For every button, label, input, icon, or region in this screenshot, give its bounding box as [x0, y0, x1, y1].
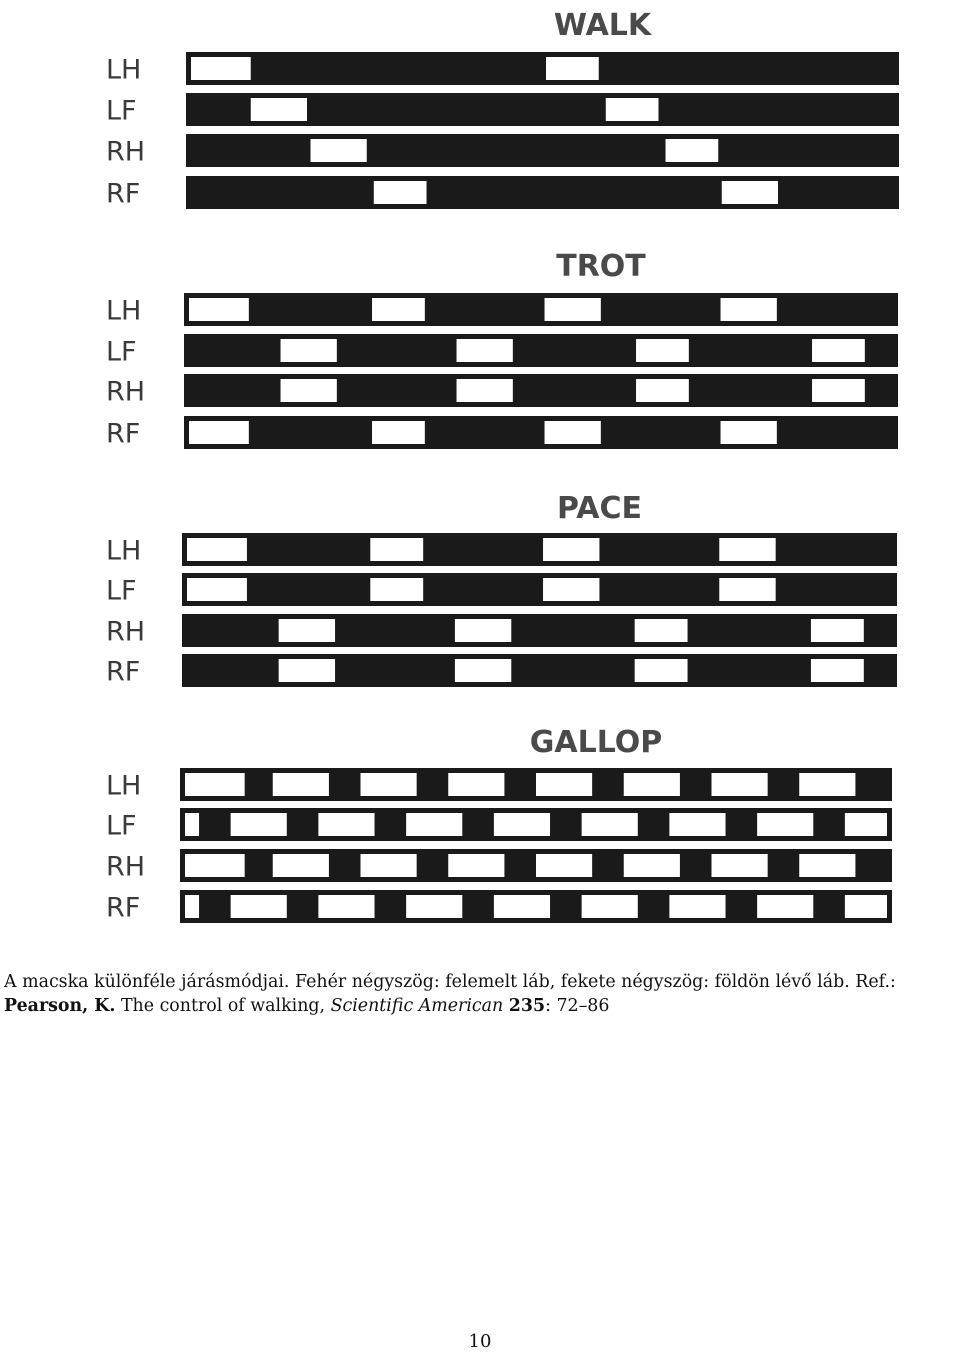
swing-segment — [372, 421, 425, 444]
swing-segment — [669, 813, 725, 836]
leg-label-rh: RH — [106, 376, 146, 408]
swing-segment — [757, 895, 813, 918]
swing-segment — [719, 538, 775, 561]
leg-label-lh: LH — [106, 54, 142, 86]
leg-label-lf: LF — [106, 336, 137, 368]
page-number: 10 — [468, 1331, 492, 1352]
swing-segment — [757, 813, 813, 836]
swing-segment — [361, 854, 417, 877]
swing-segment — [545, 298, 601, 321]
gait-gallop — [106, 725, 892, 924]
stance-bar — [186, 176, 899, 209]
leg-label-rh: RH — [106, 136, 146, 168]
caption-text: A macska különféle járásmódjai. Fehér négyszög: felemelt láb, fekete négyszög: földön lévő láb. Ref.: — [4, 972, 896, 992]
stance-bar — [182, 533, 897, 566]
stance-bar — [186, 134, 899, 167]
leg-label-lh: LH — [106, 770, 142, 802]
swing-segment — [281, 379, 337, 402]
swing-segment — [635, 619, 688, 642]
stance-bar — [184, 293, 898, 326]
swing-segment — [370, 578, 423, 601]
swing-segment — [279, 659, 335, 682]
swing-segment — [279, 619, 335, 642]
swing-segment — [231, 895, 287, 918]
swing-segment — [606, 98, 659, 121]
swing-segment — [543, 538, 599, 561]
caption-volume: 235 — [508, 996, 546, 1016]
swing-segment — [448, 773, 504, 796]
swing-segment — [812, 339, 865, 362]
swing-segment — [231, 813, 287, 836]
gait-walk — [106, 8, 899, 210]
leg-label-lh: LH — [106, 535, 142, 567]
leg-label-lh: LH — [106, 295, 142, 327]
stance-bar — [182, 573, 897, 606]
swing-segment — [712, 854, 768, 877]
leg-label-rf: RF — [106, 418, 141, 450]
caption-author: Pearson, K. — [4, 996, 116, 1016]
gait-title: PACE — [557, 491, 642, 526]
leg-label-rf: RF — [106, 178, 141, 210]
leg-label-rh: RH — [106, 616, 146, 648]
swing-segment — [721, 298, 777, 321]
swing-segment — [311, 139, 367, 162]
swing-segment — [361, 773, 417, 796]
swing-segment — [666, 139, 719, 162]
swing-segment — [545, 421, 601, 444]
swing-segment — [455, 619, 511, 642]
swing-segment — [635, 659, 688, 682]
gait-title: TROT — [556, 249, 646, 284]
swing-segment — [582, 813, 638, 836]
swing-segment — [251, 98, 307, 121]
figure-caption — [4, 970, 954, 1018]
swing-segment — [281, 339, 337, 362]
caption-journal: Scientific American — [330, 996, 504, 1016]
swing-segment — [799, 773, 855, 796]
caption-pages: : 72–86 — [545, 996, 610, 1016]
stance-bar — [186, 52, 899, 85]
gait-trot — [106, 249, 898, 450]
swing-segment — [624, 773, 680, 796]
swing-segment — [448, 854, 504, 877]
swing-segment — [372, 298, 425, 321]
swing-segment — [536, 854, 592, 877]
swing-segment — [189, 298, 249, 321]
swing-segment — [494, 813, 550, 836]
swing-segment — [185, 854, 245, 877]
swing-segment — [273, 854, 329, 877]
leg-label-lf: LF — [106, 95, 137, 127]
swing-segment — [721, 421, 777, 444]
swing-segment — [455, 659, 511, 682]
swing-segment — [187, 578, 247, 601]
swing-segment — [722, 181, 778, 204]
swing-segment — [811, 619, 864, 642]
swing-segment — [845, 895, 887, 918]
swing-segment — [719, 578, 775, 601]
gait-pace — [106, 491, 897, 688]
swing-segment — [185, 813, 199, 836]
swing-segment — [494, 895, 550, 918]
swing-segment — [543, 578, 599, 601]
swing-segment — [273, 773, 329, 796]
swing-segment — [374, 181, 427, 204]
swing-segment — [812, 379, 865, 402]
swing-segment — [370, 538, 423, 561]
swing-segment — [318, 895, 374, 918]
stance-bar — [184, 416, 898, 449]
swing-segment — [669, 895, 725, 918]
swing-segment — [712, 773, 768, 796]
leg-label-lf: LF — [106, 810, 137, 842]
swing-segment — [624, 854, 680, 877]
leg-label-lf: LF — [106, 575, 137, 607]
leg-label-rf: RF — [106, 892, 141, 924]
swing-segment — [185, 895, 199, 918]
swing-segment — [189, 421, 249, 444]
swing-segment — [546, 57, 599, 80]
swing-segment — [406, 813, 462, 836]
swing-segment — [636, 379, 689, 402]
swing-segment — [636, 339, 689, 362]
swing-segment — [799, 854, 855, 877]
leg-label-rh: RH — [106, 851, 146, 883]
swing-segment — [811, 659, 864, 682]
caption-text-2: The control of walking, — [115, 996, 331, 1016]
leg-label-rf: RF — [106, 656, 141, 688]
swing-segment — [457, 379, 513, 402]
swing-segment — [191, 57, 251, 80]
gait-title: WALK — [553, 8, 652, 43]
swing-segment — [187, 538, 247, 561]
swing-segment — [318, 813, 374, 836]
swing-segment — [185, 773, 245, 796]
swing-segment — [845, 813, 887, 836]
swing-segment — [457, 339, 513, 362]
swing-segment — [536, 773, 592, 796]
gait-title: GALLOP — [529, 725, 663, 760]
swing-segment — [406, 895, 462, 918]
swing-segment — [582, 895, 638, 918]
